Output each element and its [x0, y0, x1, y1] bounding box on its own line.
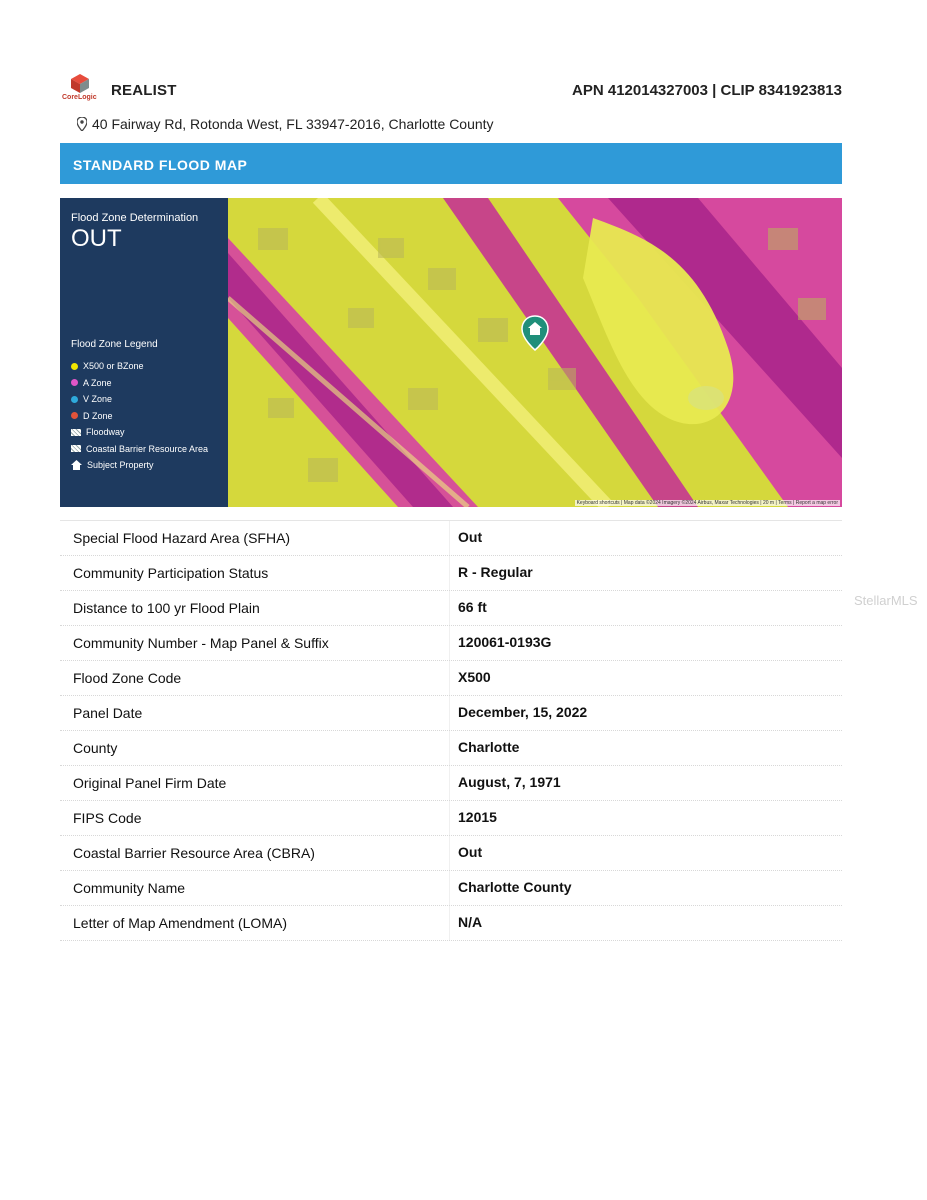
flood-map [60, 198, 842, 507]
address-text: 40 Fairway Rd, Rotonda West, FL 33947-2016, Charlotte County [92, 116, 494, 132]
row-label: Community Participation Status [73, 565, 269, 581]
a-zone-dot-icon [71, 379, 78, 386]
row-value: August, 7, 1971 [458, 774, 561, 790]
table-row [60, 871, 842, 906]
row-value: X500 [458, 669, 491, 685]
x500-zone-dot-icon [71, 363, 78, 370]
row-label: Community Number - Map Panel & Suffix [73, 635, 329, 651]
watermark: StellarMLS [854, 593, 918, 608]
table-row [60, 556, 842, 591]
d-zone-dot-icon [71, 412, 78, 419]
row-label: Community Name [73, 880, 186, 896]
apn-clip: APN 412014327003 | CLIP 8341923813 [572, 82, 842, 99]
row-label: Flood Zone Code [73, 670, 182, 686]
row-label: Coastal Barrier Resource Area (CBRA) [73, 845, 315, 861]
determination-label: Flood Zone Determination [71, 212, 199, 224]
table-row [60, 836, 842, 871]
table-row [60, 731, 842, 766]
row-value: Out [458, 529, 483, 545]
row-value: December, 15, 2022 [458, 704, 588, 720]
row-value: 66 ft [458, 599, 487, 615]
legend-item: X500 or BZone [71, 358, 208, 375]
row-label: FIPS Code [73, 810, 142, 826]
row-label: Panel Date [73, 705, 143, 721]
table-row [60, 766, 842, 801]
legend-title: Flood Zone Legend [71, 339, 158, 350]
map-info-panel [60, 198, 228, 507]
row-value: Out [458, 844, 483, 860]
legend-item: Subject Property [71, 457, 208, 474]
cbra-swatch-icon [71, 445, 81, 452]
report-header [60, 72, 842, 108]
table-row [60, 661, 842, 696]
row-value: Charlotte [458, 739, 520, 755]
table-row [60, 626, 842, 661]
row-label: Letter of Map Amendment (LOMA) [73, 915, 287, 931]
legend-item: Floodway [71, 424, 208, 441]
table-row [60, 906, 842, 941]
table-row [60, 521, 842, 556]
map-attribution[interactable]: Keyboard shortcuts | Map data ©2024 Imagery ©2024 Airbus, Maxar Technologies | 20 m | Terms | Report a map error [576, 500, 838, 506]
row-value: 12015 [458, 809, 497, 825]
row-value: R - Regular [458, 564, 533, 580]
row-label: County [73, 740, 118, 756]
house-icon [71, 460, 82, 470]
property-address [77, 116, 494, 132]
flood-details-table [60, 520, 842, 941]
legend-item: D Zone [71, 408, 208, 425]
v-zone-dot-icon [71, 396, 78, 403]
legend-item: A Zone [71, 375, 208, 392]
row-value: N/A [458, 914, 483, 930]
row-label: Original Panel Firm Date [73, 775, 227, 791]
table-row [60, 591, 842, 626]
location-pin-icon [77, 117, 87, 131]
row-label: Distance to 100 yr Flood Plain [73, 600, 260, 616]
row-value: Charlotte County [458, 879, 572, 895]
brand-name: REALIST [111, 82, 177, 99]
logo-text: CoreLogic [62, 94, 97, 101]
banner-title: STANDARD FLOOD MAP [73, 157, 248, 173]
legend-item: Coastal Barrier Resource Area [71, 441, 208, 458]
legend-list [71, 358, 208, 474]
section-banner [60, 143, 842, 184]
table-row [60, 696, 842, 731]
row-label: Special Flood Hazard Area (SFHA) [73, 530, 291, 546]
row-value: 120061-0193G [458, 634, 552, 650]
legend-item: V Zone [71, 391, 208, 408]
map-imagery[interactable] [228, 198, 842, 507]
determination-value: OUT [71, 225, 122, 252]
floodway-swatch-icon [71, 429, 81, 436]
table-row [60, 801, 842, 836]
